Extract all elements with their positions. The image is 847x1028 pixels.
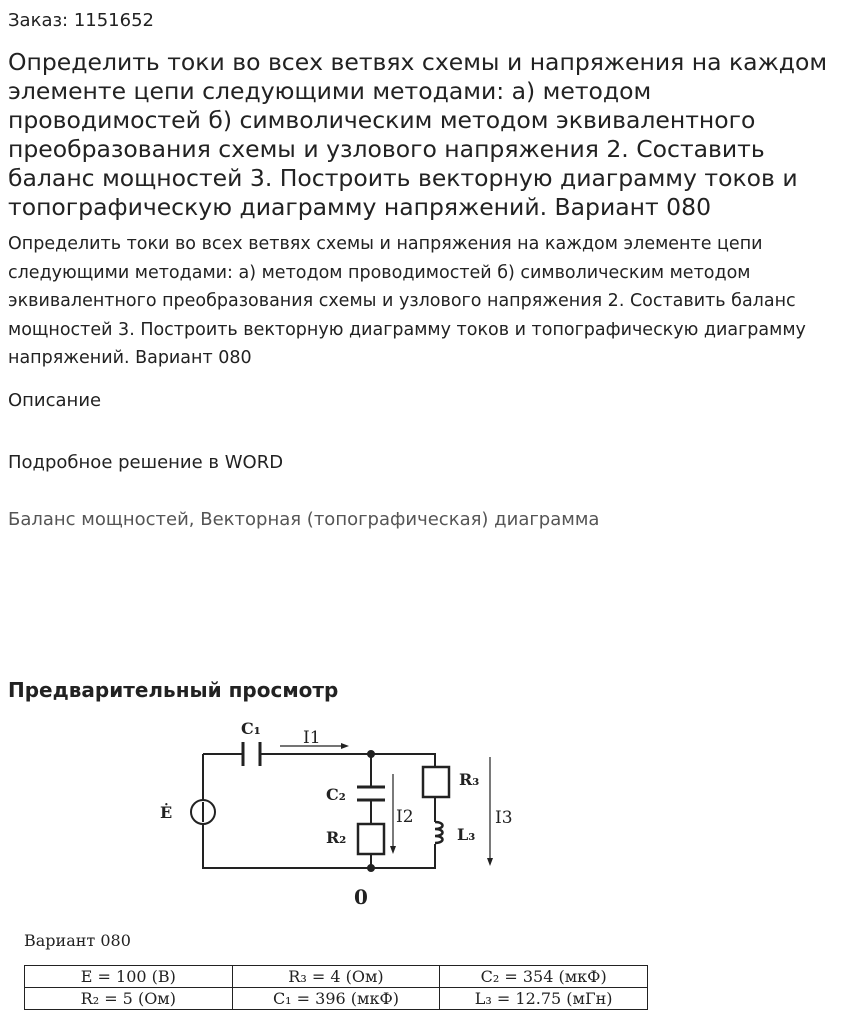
- preview-heading: Предварительный просмотр: [8, 678, 339, 702]
- current-i1-label: I1: [303, 728, 321, 748]
- table-row: [25, 988, 648, 1010]
- current-i2-label: I2: [396, 807, 414, 827]
- table-cell: E = 100 (В): [25, 966, 233, 988]
- table-cell: L₃ = 12.75 (мГн): [440, 988, 648, 1010]
- table-cell: R₂ = 5 (Ом): [25, 988, 233, 1010]
- tags: Баланс мощностей, Векторная (топографическая) диаграмма: [8, 509, 600, 530]
- c1-label: C₁: [241, 719, 261, 738]
- c2-label: C₂: [326, 785, 346, 804]
- page-title: Определить токи во всех ветвях схемы и напряжения на каждом элементе цепи следующими методами: а) методом проводимостей б) символическим методом эквивалентного преобразования схемы и узлового напряжения 2. Составить баланс мощностей 3. Построить векторную диаграмму токов и топографическую диаграмму напряжений. Вариант 080: [8, 48, 828, 221]
- parameters-table: [24, 965, 648, 1010]
- table-cell: R₃ = 4 (Ом): [232, 966, 440, 988]
- r2-label: R₂: [326, 828, 347, 847]
- node-label: 0: [354, 885, 368, 909]
- circuit-schematic: [150, 712, 530, 912]
- r3-label: R₃: [459, 770, 480, 789]
- description-heading: Описание: [8, 390, 102, 411]
- table-row: [25, 966, 648, 988]
- l3-label: L₃: [457, 825, 476, 844]
- task-description: Определить токи во всех ветвях схемы и напряжения на каждом элементе цепи следующими методами: а) методом проводимостей б) символическим методом эквивалентного преобразования схемы и узлового напряжения 2. Составить баланс мощностей 3. Построить векторную диаграмму токов и топографическую диаграмму напряжений. Вариант 080: [8, 234, 806, 368]
- source-label: Ė: [160, 803, 173, 822]
- order-number: Заказ: 1151652: [8, 10, 154, 31]
- solution-format: Подробное решение в WORD: [8, 452, 284, 473]
- table-cell: C₁ = 396 (мкФ): [232, 988, 440, 1010]
- current-i3-label: I3: [495, 808, 513, 828]
- table-cell: C₂ = 354 (мкФ): [440, 966, 648, 988]
- variant-label: Вариант 080: [24, 931, 131, 950]
